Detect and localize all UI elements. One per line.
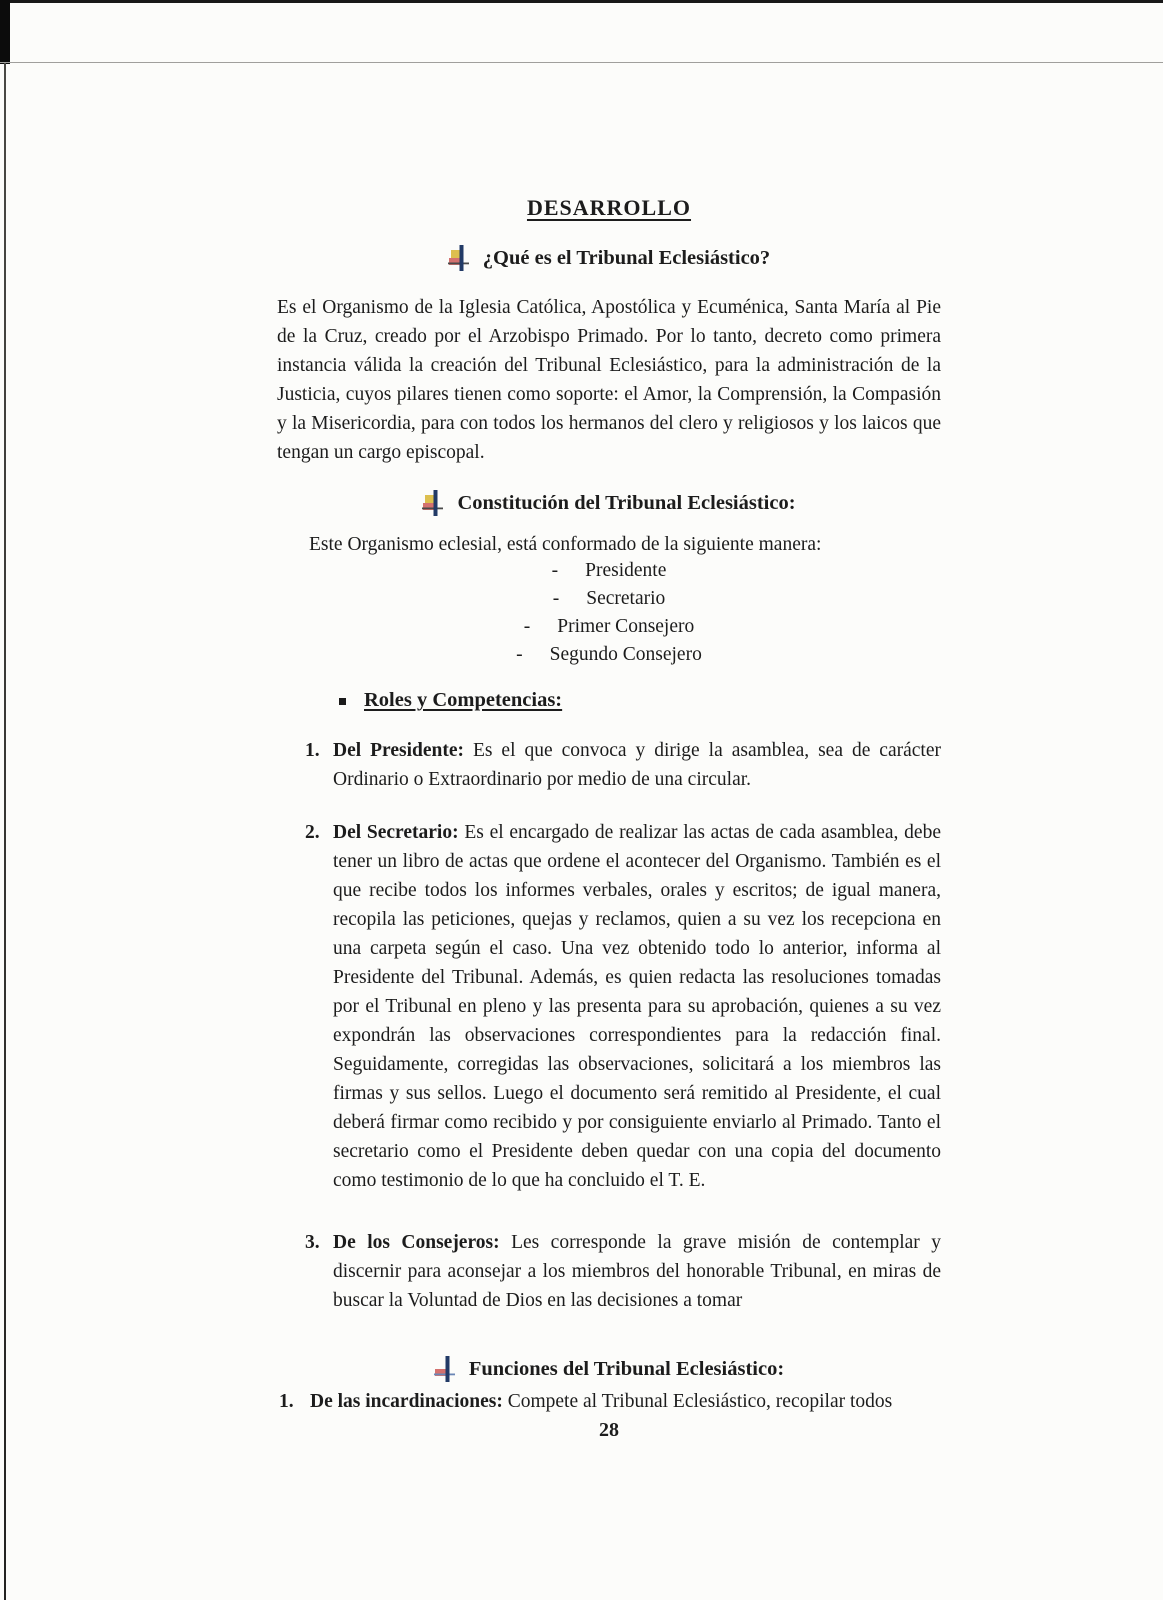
item-label: Del Presidente: xyxy=(333,740,464,761)
item-text xyxy=(333,1228,941,1315)
heading-text: Roles y Competencias: xyxy=(364,689,563,711)
item-text xyxy=(310,1387,941,1416)
heading-text: ¿Qué es el Tribunal Eclesiástico? xyxy=(482,247,771,269)
item-label: Del Secretario: xyxy=(333,822,459,843)
heading-text: Funciones del Tribunal Eclesiástico: xyxy=(468,1358,785,1380)
scan-corner-black-bar xyxy=(0,0,10,64)
item-text xyxy=(333,736,941,794)
item-body: Es el encargado de realizar las actas de cada asamblea, debe tener un libro de actas que ordene el acontecer del Organismo. También es el que recibe todos los informes verbales, orales y escritos; de igual manera, recopila las peticiones, quejas y reclamos, quien a su vez los recepciona en una carpeta según el caso. Una vez obtenido todo lo anterior, informa al Presidente del Tribunal. Además, es quien redacta las resoluciones tomadas por el Tribunal en pleno y las presenta para su aprobación, quienes a su vez expondrán las observaciones correspondientes para la redacción final. Seguidamente, corregidas las observaciones, solicitará a los miembros las firmas y sus sellos. Luego el documento será remitido al Presidente, el cual deberá firmar como recibido y por consiguiente enviarlo al Primado. Tanto el secretario como el Presidente deben quedar con una copia del documento como testimonio de lo que ha concluido el T. E. xyxy=(333,822,941,1191)
section-heading-functions xyxy=(277,1355,941,1383)
section-heading-constitution xyxy=(277,489,941,517)
list-item xyxy=(277,613,941,641)
item-label: De los Consejeros: xyxy=(333,1232,500,1253)
dash-bullet: - xyxy=(552,588,560,609)
item-number: 1. xyxy=(279,1391,294,1412)
item-body: Les corresponde la grave misión de contemplar y discernir para aconsejar a los miembros del honorable Tribunal, en miras de buscar la Voluntad de Dios en las decisiones a tomar xyxy=(333,1232,942,1311)
item-text xyxy=(333,818,941,1195)
numbered-item xyxy=(277,736,941,794)
constitution-intro: Este Organismo eclesial, está conformado de la siguiente manera: xyxy=(309,534,822,555)
item-label: De las incardinaciones: xyxy=(310,1391,503,1412)
dash-bullet: - xyxy=(523,616,531,637)
page-number: 28 xyxy=(599,1419,619,1441)
section-heading-what-is xyxy=(277,244,941,272)
intro-paragraph: Es el Organismo de la Iglesia Católica, Apostólica y Ecuménica, Santa María al Pie de la Cruz, creado por el Arzobispo Primado. Por lo tanto, decreto como primera instancia válida la creación del Tribunal Eclesiástico, para la administración de la Justicia, cuyos pilares tienen como soporte: el Amor, la Comprensión, la Compasión y la Misericordia, para con todos los hermanos del clero y religiosos y los laicos que tengan un cargo episcopal. xyxy=(277,297,941,463)
functions-list xyxy=(277,1387,941,1416)
item-body: Es el que convoca y dirige la asamblea, sea de carácter Ordinario o Extraordinario por medio de una circular. xyxy=(333,740,941,790)
numbered-item xyxy=(277,1387,941,1416)
page-title: DESARROLLO xyxy=(526,195,692,220)
numbered-item xyxy=(277,1228,941,1315)
member-name: Presidente xyxy=(585,560,667,581)
dash-bullet: - xyxy=(551,560,559,581)
members-list xyxy=(277,557,941,669)
member-name: Segundo Consejero xyxy=(549,644,702,665)
dash-bullet: - xyxy=(516,644,523,665)
section-heading-roles xyxy=(339,687,941,714)
roles-list xyxy=(277,736,941,1315)
square-bullet-icon xyxy=(339,698,346,705)
numbered-item xyxy=(277,818,941,1195)
item-body: Compete al Tribunal Eclesiástico, recopilar todos xyxy=(507,1391,893,1412)
member-name: Secretario xyxy=(586,588,666,609)
colored-plus-bullet-icon xyxy=(448,245,469,272)
document-content xyxy=(277,0,941,1445)
list-item xyxy=(277,557,941,585)
item-number: 2. xyxy=(305,822,320,843)
heading-text: Constitución del Tribunal Eclesiástico: xyxy=(457,492,796,514)
scan-left-edge-line xyxy=(4,63,6,1600)
member-name: Primer Consejero xyxy=(557,616,695,637)
list-item xyxy=(277,641,941,669)
item-number: 1. xyxy=(305,740,320,761)
colored-plus-bullet-icon xyxy=(434,1356,455,1383)
list-item xyxy=(277,585,941,613)
item-number: 3. xyxy=(305,1232,320,1253)
colored-plus-bullet-icon xyxy=(422,490,443,517)
